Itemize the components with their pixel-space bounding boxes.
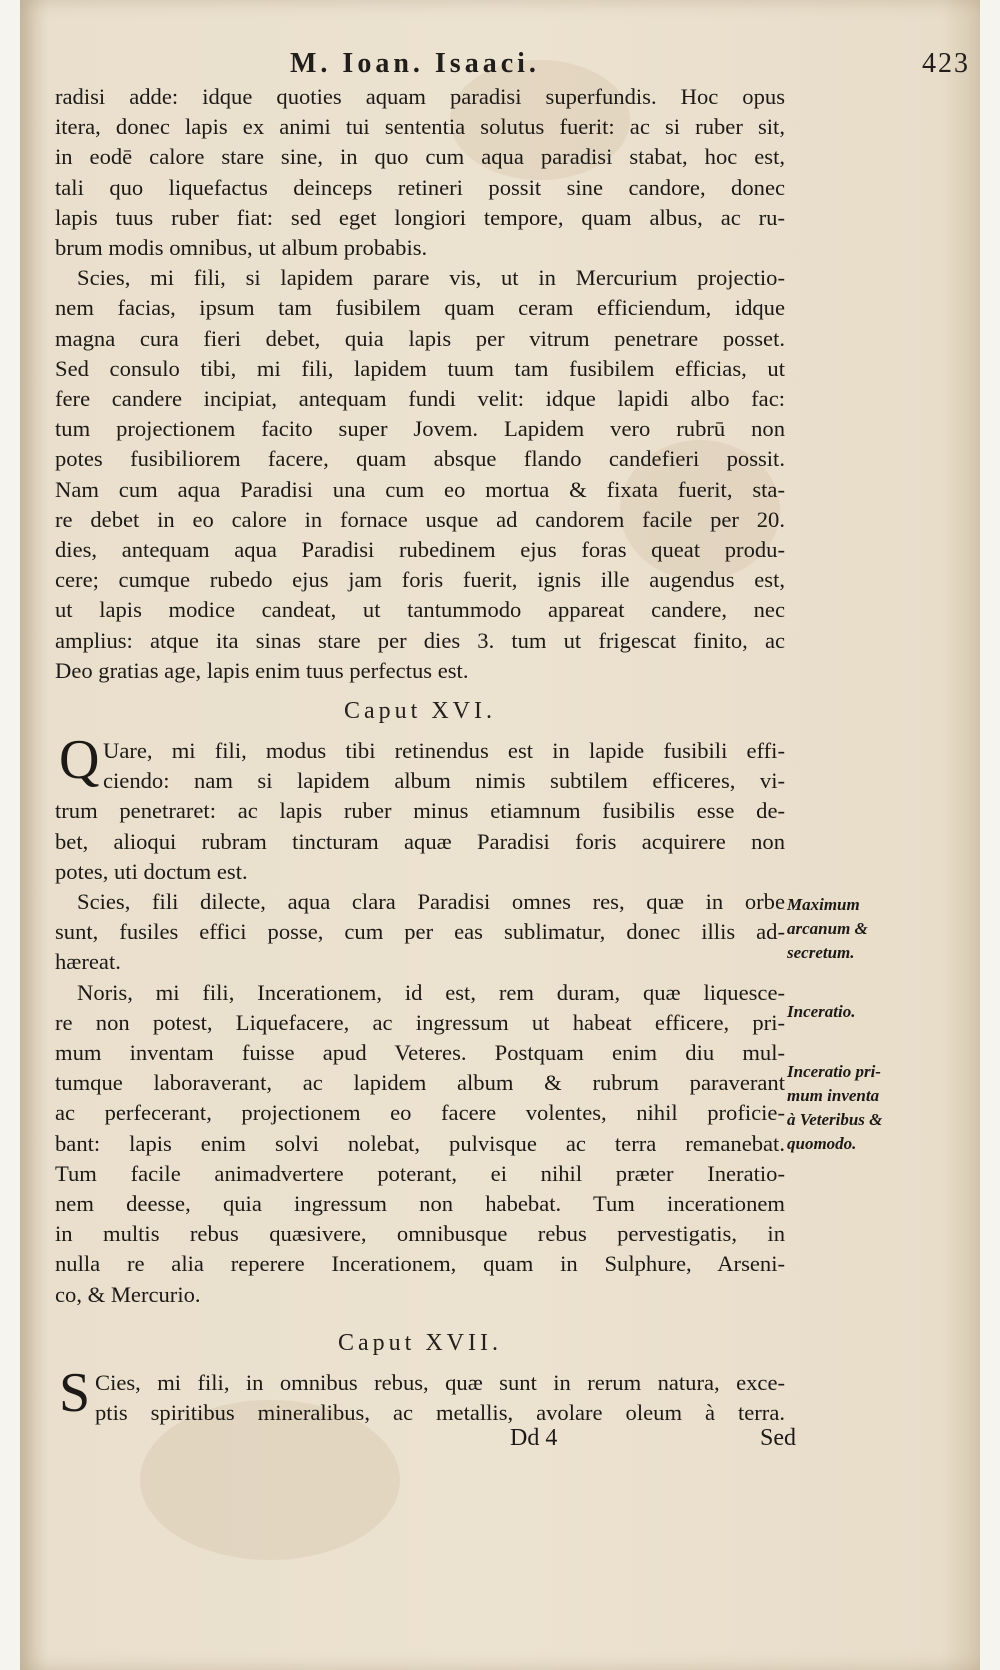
text-line: co, & Mercurio. [55, 1281, 201, 1307]
marginal-line: quomodo. [787, 1134, 857, 1153]
text-line: re debet in eo calore in fornace usque ad candorem facile per 20. [55, 506, 785, 532]
text-line: ptis spiritibus mineralibus, ac metallis, avolare oleum à terra. [95, 1400, 785, 1426]
marginal-line: Inceratio. [787, 1002, 856, 1021]
text-line: Noris, mi fili, Incerationem, id est, rem duram, quæ liquesce- [77, 979, 785, 1005]
marginal-note-inceratio [787, 1000, 947, 1024]
text-line: brum modis omnibus, ut album probabis. [55, 235, 428, 260]
text-line: Uare, mi fili, modus tibi retinendus est in lapide fusibili effi- [103, 738, 785, 763]
text-line: re non potest, Liquefacere, ac ingressum ut habeat efficere, pri- [55, 1009, 785, 1035]
signature-mark: Dd 4 [510, 1425, 558, 1451]
drop-capital-q: Q [59, 729, 100, 791]
text-line: Cies, mi fili, in omnibus rebus, quæ sunt in rerum natura, exce- [95, 1370, 785, 1395]
text-line: potes fusibiliorem facere, quam absque flando candefieri possit. [55, 446, 785, 472]
marginal-line: Inceratio pri- [787, 1062, 881, 1081]
text-line: potes, uti doctum est. [55, 858, 248, 884]
marginal-note-inceratio-inventa [787, 1060, 947, 1156]
chapter-heading-17: Caput XVII. [338, 1330, 502, 1356]
catchword: Sed [760, 1425, 796, 1451]
text-line: nulla re alia reperere Incerationem, quam in Sulphure, Arseni- [55, 1251, 785, 1277]
text-line: lapis tuus ruber fiat: sed eget longiori tempore, quam albus, ac ru- [55, 204, 785, 230]
page-number: 423 [922, 48, 970, 79]
text-line: ciendo: nam si lapidem album nimis subtilem efficeres, vi- [103, 768, 785, 794]
text-line: ac perfecerant, projectionem eo facere volentes, nihil proficie- [55, 1100, 785, 1126]
text-line: mum inventam fuisse apud Veteres. Postquam enim diu mul- [55, 1040, 785, 1065]
text-line: fere candere incipiat, antequam fundi velit: idque lapidi albo fac: [55, 386, 785, 411]
text-line: dies, antequam aqua Paradisi rubedinem ejus foras queat produ- [55, 537, 785, 562]
text-line: cere; cumque rubedo ejus jam foris fuerit, ignis ille augendus est, [55, 567, 785, 593]
marginal-line: à Veteribus & [787, 1110, 883, 1129]
text-line: bet, alioqui rubram tincturam aquæ Paradisi foris acquirere non [55, 828, 785, 854]
marginal-line: Maximum [787, 895, 860, 914]
text-line: radisi adde: idque quoties aquam paradisi superfundis. Hoc opus [55, 84, 785, 109]
text-line: Scies, fili dilecte, aqua clara Paradisi omnes res, quæ in orbe [77, 889, 785, 914]
text-line: Deo gratias age, lapis enim tuus perfectus est. [55, 657, 469, 683]
text-line: tumque laboraverant, ac lapidem album & rubrum paraverant [55, 1070, 785, 1096]
text-line: in eodē calore stare sine, in quo cum aqua paradisi stabat, hoc est, [55, 144, 785, 170]
text-line: bant: lapis enim solvi nolebat, pulvisque ac terra remanebat. [55, 1130, 785, 1156]
marginal-line: arcanum & [787, 919, 868, 938]
text-line: Nam cum aqua Paradisi una cum eo mortua & fixata fuerit, sta- [55, 476, 785, 502]
text-line: Scies, mi fili, si lapidem parare vis, ut in Mercurium projectio- [77, 265, 785, 291]
text-line: tum projectionem facito super Jovem. Lapidem vero rubrū non [55, 416, 785, 442]
text-line: amplius: atque ita sinas stare per dies 3. tum ut frigescat finito, ac [55, 627, 785, 653]
text-line: ut lapis modice candeat, ut tantummodo appareat candere, nec [55, 597, 785, 623]
text-line: Tum facile animadvertere poterant, ei nihil præter Ineratio- [55, 1160, 785, 1186]
text-line: nem facias, ipsum tam fusibilem quam ceram efficiendum, idque [55, 295, 785, 321]
text-line: magna cura fieri debet, quia lapis per vitrum penetrare posset. [55, 325, 785, 351]
text-line: nem deesse, quia ingressum non habebat. Tum incerationem [55, 1191, 785, 1216]
marginal-line: mum inventa [787, 1086, 880, 1105]
text-line: itera, donec lapis ex animi tui sententia solutus fuerit: ac si ruber sit, [55, 114, 785, 140]
drop-capital-s: S [59, 1362, 91, 1424]
text-line: in multis rebus quæsivere, omnibusque rebus pervestigatis, in [55, 1221, 785, 1247]
marginal-line: secretum. [787, 943, 855, 962]
text-line: hæreat. [55, 949, 121, 975]
running-title: M. Ioan. Isaaci. [290, 48, 540, 79]
text-line: tali quo liquefactus deinceps retineri possit sine candore, donec [55, 174, 785, 200]
text-line: sunt, fusiles effici posse, cum per eas sublimatur, donec illis ad- [55, 919, 785, 945]
chapter-heading-16: Caput XVI. [344, 698, 496, 724]
marginal-note-maximum-arcanum [787, 893, 947, 965]
text-line: Sed consulo tibi, mi fili, lapidem tuum tam fusibilem efficias, ut [55, 355, 785, 381]
text-line: trum penetraret: ac lapis ruber minus etiamnum fusibilis esse de- [55, 798, 785, 824]
